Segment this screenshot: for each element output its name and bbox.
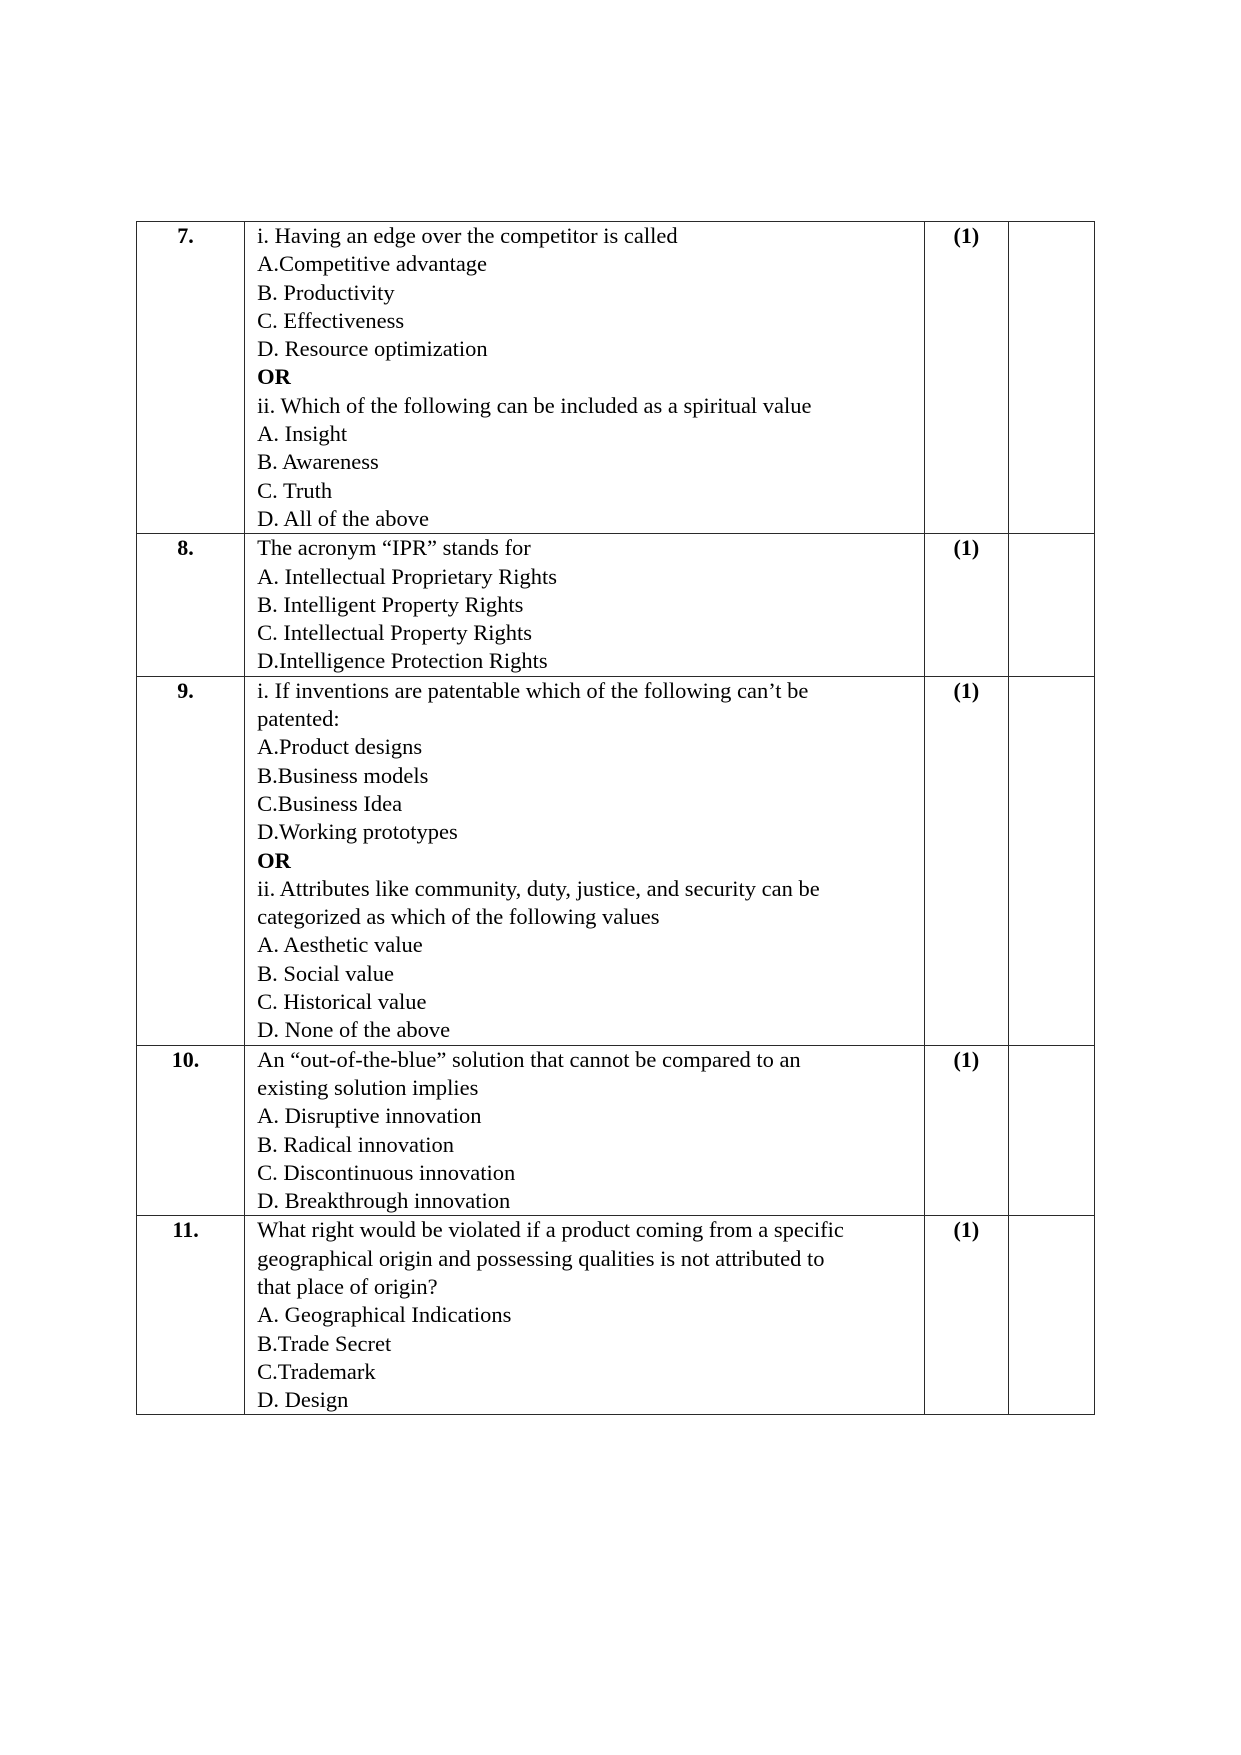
blank-cell: [1008, 222, 1094, 534]
question-number: 11.: [137, 1216, 245, 1415]
answer-option: C.Business Idea: [257, 790, 403, 816]
answer-option: A. Disruptive innovation: [257, 1103, 482, 1129]
answer-option: A. Geographical Indications: [257, 1302, 512, 1328]
answer-option: A.Competitive advantage: [257, 251, 488, 277]
answer-option: A. Insight: [257, 421, 348, 447]
question-text-line: geographical origin and possessing qualities is not attributed to: [257, 1245, 825, 1271]
answer-option: C. Discontinuous innovation: [257, 1159, 516, 1185]
question-text-line: An “out-of-the-blue” solution that cannot be compared to an: [257, 1046, 801, 1072]
answer-option: B. Radical innovation: [257, 1131, 454, 1157]
answer-option: B. Social value: [257, 960, 394, 986]
answer-option: B. Intelligent Property Rights: [257, 591, 524, 617]
answer-option: B. Productivity: [257, 279, 395, 305]
marks-cell: (1): [924, 1216, 1008, 1415]
question-text-line: categorized as which of the following values: [257, 904, 660, 930]
answer-option: D.Working prototypes: [257, 819, 458, 845]
answer-option: C. Truth: [257, 477, 333, 503]
answer-option: C. Intellectual Property Rights: [257, 620, 533, 646]
answer-option: A. Intellectual Proprietary Rights: [257, 563, 558, 589]
question-number: 10.: [137, 1045, 245, 1216]
answer-option: A.Product designs: [257, 734, 423, 760]
question-row: [137, 222, 1095, 534]
question-body: [245, 1216, 925, 1415]
question-text-line: i. Having an edge over the competitor is called: [257, 223, 678, 248]
question-row: [137, 1216, 1095, 1415]
question-text-line: ii. Which of the following can be included as a spiritual value: [257, 392, 812, 418]
answer-option: D. All of the above: [257, 505, 429, 531]
marks-cell: (1): [924, 222, 1008, 534]
or-separator: OR: [257, 847, 291, 873]
question-number: 9.: [137, 676, 245, 1045]
question-body: [245, 676, 925, 1045]
answer-option: D. None of the above: [257, 1017, 451, 1043]
answer-option: B.Trade Secret: [257, 1330, 392, 1356]
answer-option: C. Historical value: [257, 989, 427, 1015]
question-text-line: i. If inventions are patentable which of the following can’t be: [257, 677, 809, 703]
question-body: [245, 1045, 925, 1216]
answer-option: D. Breakthrough innovation: [257, 1188, 511, 1214]
question-text-line: The acronym “IPR” stands for: [257, 535, 531, 561]
blank-cell: [1008, 1045, 1094, 1216]
answer-option: D.Intelligence Protection Rights: [257, 648, 548, 674]
answer-option: A. Aesthetic value: [257, 932, 423, 958]
question-row: [137, 676, 1095, 1045]
answer-option: C. Effectiveness: [257, 307, 405, 333]
question-row: [137, 1045, 1095, 1216]
blank-cell: [1008, 676, 1094, 1045]
marks-cell: (1): [924, 676, 1008, 1045]
question-row: [137, 534, 1095, 676]
question-number: 8.: [137, 534, 245, 676]
question-text-line: existing solution implies: [257, 1074, 479, 1100]
question-text-line: ii. Attributes like community, duty, justice, and security can be: [257, 875, 820, 901]
question-rows: [137, 222, 1095, 1415]
answer-option: B.Business models: [257, 762, 429, 788]
marks-cell: (1): [924, 534, 1008, 676]
question-body: [245, 222, 925, 534]
question-number: 7.: [137, 222, 245, 534]
question-text-line: that place of origin?: [257, 1273, 438, 1299]
question-table: [136, 221, 1095, 1415]
blank-cell: [1008, 534, 1094, 676]
answer-option: C.Trademark: [257, 1358, 376, 1384]
blank-cell: [1008, 1216, 1094, 1415]
question-body: [245, 534, 925, 676]
question-text-line: What right would be violated if a product coming from a specific: [257, 1217, 844, 1243]
question-text-line: patented:: [257, 706, 340, 732]
marks-cell: (1): [924, 1045, 1008, 1216]
answer-option: D. Resource optimization: [257, 336, 488, 362]
answer-option: B. Awareness: [257, 449, 379, 475]
or-separator: OR: [257, 364, 291, 390]
answer-option: D. Design: [257, 1387, 349, 1413]
